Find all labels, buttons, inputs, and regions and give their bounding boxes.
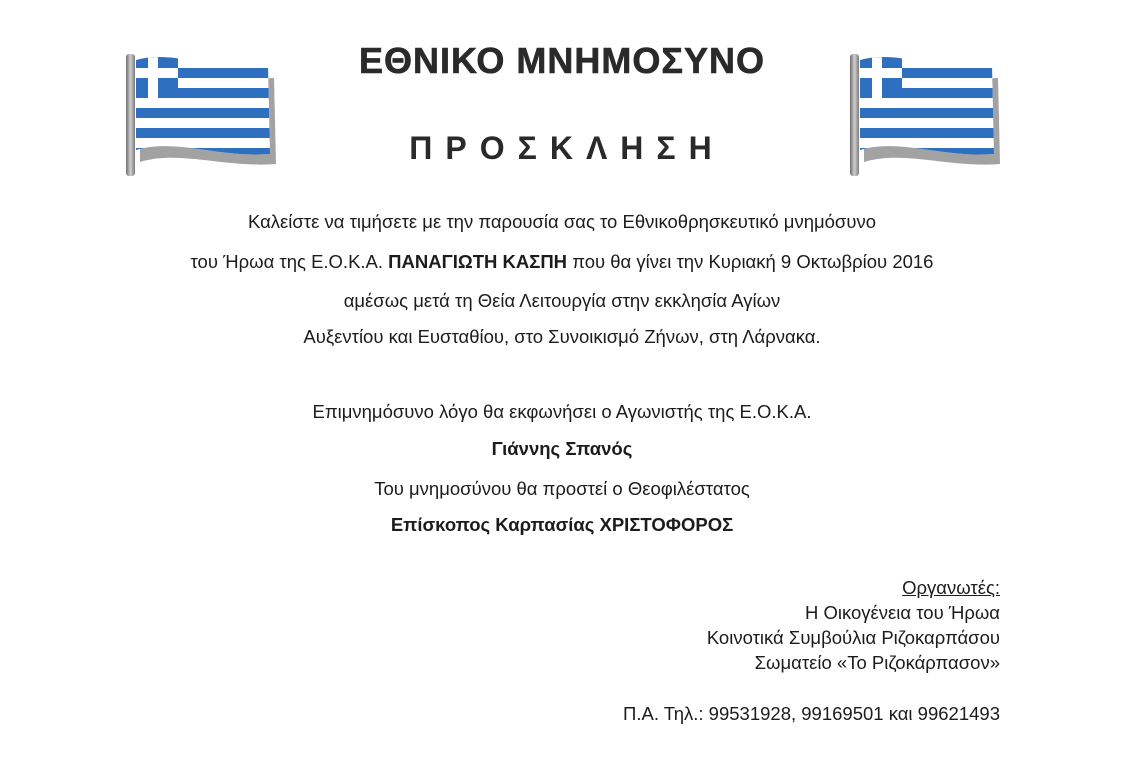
speaker-name: Γιάννης Σπανός (491, 438, 633, 459)
hero-name: ΠΑΝΑΓΙΩΤΗ ΚΑΣΠΗ (388, 251, 568, 272)
organizer-item: Η Οικογένεια του Ήρωα (804, 602, 1000, 623)
invitation-text: του Ήρωα της Ε.Ο.Κ.Α. (190, 251, 384, 272)
speech-line: Του μνημοσύνου θα προστεί ο Θεοφιλέστατος (374, 478, 750, 499)
organizer-item: Σωματείο «Το Ριζοκάρπασον» (754, 652, 1000, 673)
page-title: ΕΘΝΙΚΟ ΜΝΗΜΟΣΥΝΟ (359, 40, 765, 81)
organizers-title: Οργανωτές: (902, 577, 1000, 598)
contact-phones: Π.Α. Τηλ.: 99531928, 99169501 και 99621493 (622, 703, 1000, 724)
invitation-line: αμέσως μετά τη Θεία Λειτουργία στην εκκλησία Αγίων (343, 290, 781, 311)
invitation-line: Αυξεντίου και Ευσταθίου, στο Συνοικισμό Ζήνων, στη Λάρνακα. (303, 326, 821, 347)
organizer-item: Κοινοτικά Συμβούλια Ριζοκαρπάσου (706, 627, 1000, 648)
invitation-text: που θα γίνει την Κυριακή 9 Οκτωβρίου 2016 (572, 251, 934, 272)
invitation-line (0, 251, 1124, 273)
page-subtitle: ΠΡΟΣΚΛΗΣΗ (409, 130, 725, 166)
speech-line: Επιμνημόσυνο λόγο θα εκφωνήσει ο Αγωνιστής της Ε.Ο.Κ.Α. (312, 401, 812, 422)
invitation-line: Καλείστε να τιμήσετε με την παρουσία σας το Εθνικοθρησκευτικό μνημόσυνο (247, 211, 877, 232)
bishop-name: Επίσκοπος Καρπασίας ΧΡΙΣΤΟΦΟΡΟΣ (390, 514, 734, 535)
